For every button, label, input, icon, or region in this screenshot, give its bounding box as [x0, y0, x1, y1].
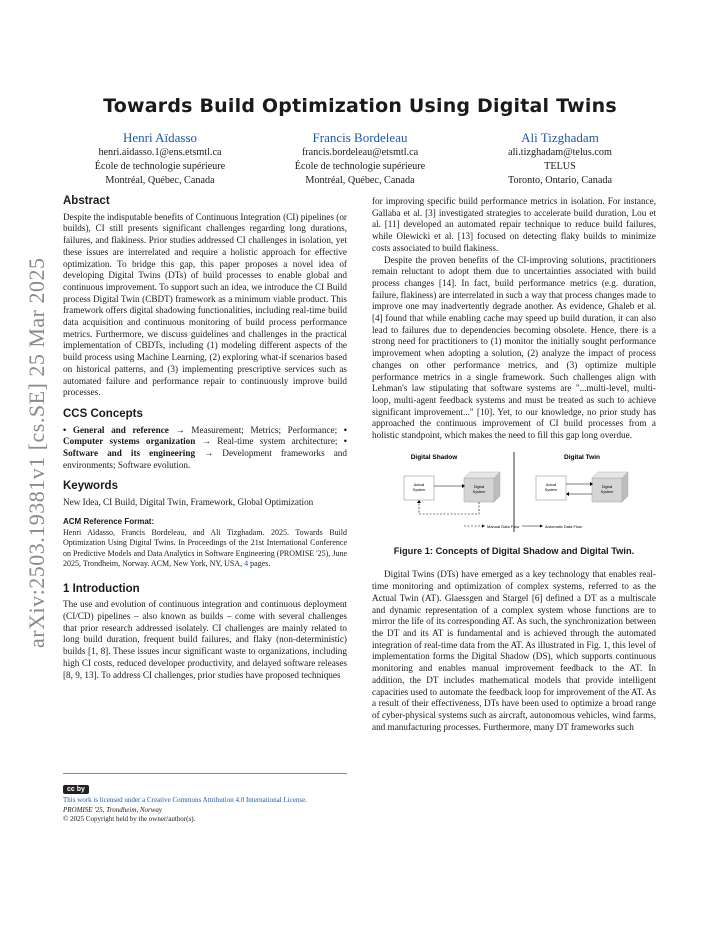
right-paragraph-1: for improving specific build performance metrics in isolation. For instance, Gallaba et al. [3] investigated strategies to accelerate build duration, Lou et al. [11] developed an automated repair technique to reduce build failures, while Olewicki et al. [13] focused on detecting flaky builds to minimize costs associated to build flakiness.	[372, 196, 656, 253]
svg-text:Actual: Actual	[545, 482, 557, 487]
ccs-item-2-rest: → Real-time system architecture;	[195, 436, 338, 447]
ccs-item-3-rest: → Development frameworks and environments; Software evolution.	[63, 448, 347, 470]
keywords-heading: Keywords	[63, 480, 118, 493]
author-name: Francis Bordeleau	[312, 130, 408, 145]
author-email: ali.tizghadam@telus.com	[508, 147, 612, 158]
author-affiliation: École de technologie supérieure	[294, 161, 426, 172]
copyright-line: © 2025 Copyright held by the owner/author(s).	[63, 815, 196, 823]
author-1	[60, 129, 260, 188]
cc-badge[interactable]: cc by	[63, 785, 89, 794]
abstract-heading: Abstract	[63, 195, 110, 207]
svg-text:System: System	[544, 487, 558, 492]
keywords-text: New Idea, CI Build, Digital Twin, Framework, Global Optimization	[63, 497, 314, 508]
author-location: Montréal, Québec, Canada	[105, 175, 215, 186]
license-block	[63, 773, 347, 825]
ccs-heading: CCS Concepts	[63, 407, 143, 420]
author-block	[60, 129, 660, 188]
intro-heading: 1 Introduction	[63, 582, 140, 595]
digital-system-label-left: Digital	[473, 484, 485, 489]
svg-text:System: System	[412, 487, 426, 492]
author-email: francis.bordeleau@etsmtl.ca	[301, 147, 419, 158]
arxiv-id: arXiv:2503.19381v1 [cs.SE] 25 Mar 2025	[24, 257, 49, 648]
author-3	[460, 129, 660, 188]
legend-auto-label: Automatic Data Flow	[545, 523, 582, 529]
acm-ref-heading: ACM Reference Format:	[63, 516, 155, 526]
intro-paragraph: The use and evolution of continuous integration and continuous deployment (CI/CD) pipelines – also known as builds – come with several challenges that prior research addressed isolately. CI challenges are mainly related to long build duration, frequent build failures, and flaky (non-deterministic) builds [1, 8]. These issues incur significant waste to organizations, including high CI costs, reduced developer productivity, and delayed software releases [8, 9, 13]. To address CI challenges, prior studies have proposed techniques	[63, 599, 347, 680]
figure-caption: Figure 1: Concepts of Digital Shadow and Digital Twin.	[393, 545, 635, 556]
acm-ref-pages-link[interactable]: 4	[244, 559, 249, 569]
paper-title: Towards Build Optimization Using Digital Twins	[103, 95, 617, 117]
svg-text:Digital: Digital	[601, 484, 613, 489]
right-paragraph-2: Despite the proven benefits of the CI-improving solutions, practitioners remain reluctant to adopt them due to uncertainties associated with build process changes [14]. In fact, build performance metrics (e.g. duration, failure, flakiness) are interrelated in such a way that process changes made to improve one may inadvertently degrade another. As evidence, Ghaleb et al. [4] found that while enabling cache may speed up build duration, it can also lead to failures due to dependencies becoming obsolete. Hence, there is a strong need for practitioners to (1) monitor the initially sought performance improvement when adopting a solution, (2) analyze the impact of process changes on other performance metrics, and (3) optimize multiple performance metrics in a single framework. Such challenges align with Lehman's law stipulating that software systems are "...multi-level, multi-loop, multi-agent feedback systems and must be treated as such to achieve significant improvement..." [10]. Yet, to our knowledge, no prior study has approached the continuous improvement of CI build processes from a holistic standpoint, which makes the need to fill this gap long overdue.	[372, 254, 656, 441]
author-affiliation: École de technologie supérieure	[94, 161, 226, 172]
figure-right-title: Digital Twin	[564, 453, 600, 461]
abstract-text: Despite the indisputable benefits of Continuous Integration (CI) pipelines (or builds), CI still presents significant challenges regarding long durations, failures, and flakiness. Prior studies addressed CI challenges in isolation, yet these issues are interrelated and require a holistic approach for effective optimization. To bridge this gap, this paper proposes a novel idea of developing Digital Twins (DTs) of build processes to enable global and continuous improvement. To support such an idea, we introduce the CI Build process Digital Twin (CBDT) framework as a minimum viable product. This framework offers digital shadowing functionalities, including real-time build data acquisition and continuous monitoring of build process performance metrics. Furthermore, we discuss guidelines and challenges in the practical implementation of CBDTs, including (1) modeling different aspects of the build process using Machine Learning, (2) exploring what-if scenarios based on historical patterns, and (3) implementing prescriptive services such as automated failure and performance repair to continuously improve build processes.	[63, 211, 347, 398]
acm-ref-text	[63, 528, 347, 570]
ccs-item-2-bold: • Computer systems organization	[63, 424, 347, 447]
author-affiliation: TELUS	[544, 161, 576, 172]
author-location: Toronto, Ontario, Canada	[508, 175, 612, 186]
manual-flow-arrow-left	[419, 502, 479, 514]
author-2	[260, 129, 460, 188]
svg-text:System: System	[600, 489, 614, 494]
left-column	[63, 196, 347, 681]
legend-manual-label: Manual Data Flow	[487, 523, 520, 529]
right-column	[372, 196, 656, 733]
ccs-item-1-rest: → Measurement; Metrics; Performance;	[168, 424, 338, 435]
author-name: Henri Aïdasso	[122, 130, 198, 145]
ccs-item-3-bold: • Software and its engineering	[63, 436, 347, 459]
ccs-text	[63, 425, 347, 472]
acm-ref-body: Henri Aïdasso, Francis Bordeleau, and Ali Tizghadam. 2025. Towards Build Optimization Using Digital Twins. In Proceedings of the 21st International Conference on Predictive Models and Data Analytics in Software Engineering (PROMISE '25), June 2025, Trondheim, Norway. ACM, New York, NY, USA,	[63, 527, 347, 569]
actual-system-label-left: Actual	[413, 482, 425, 487]
ccs-item-1-bold: • General and reference	[63, 424, 169, 435]
acm-ref-pages-word: pages.	[248, 559, 271, 569]
author-location: Montréal, Québec, Canada	[305, 175, 415, 186]
author-name: Ali Tizghadam	[521, 130, 599, 145]
arxiv-watermark	[14, 230, 54, 650]
figure-left-title: Digital Shadow	[410, 453, 458, 461]
author-email: henri.aidasso.1@ens.etsmtl.ca	[98, 147, 222, 158]
venue-line: PROMISE '25, Trondheim, Norway	[63, 805, 163, 814]
figure-1	[372, 450, 656, 540]
right-paragraph-3: Digital Twins (DTs) have emerged as a key technology that enables real-time monitoring and optimization of complex systems, referred to as the Actual Twin (AT). Glaessgen and Stargel [6] defined a DT as a multiscale and dynamic representation of a complex system whose functions are to mirror the life of its corresponding AT. As such, the synchronization between the DT and its AT is fundamental and is achieved through the automated integration of real-time data from the AT. As illustrated in Fig. 1, this level of implementation forms the Digital Shadow (DS), which supports continuous monitoring and enables manual improvement feedback to the AT. In addition, the DT includes mathematical models that provide intelligent capacities used to automate the feedback loop for improvement of the AT. As a result of their effectiveness, DTs have been used to optimize a broad range of cyber-physical systems such as aircraft, autonomous vehicles, wind farms, and manufacturing processes. Furthermore, many DT frameworks such	[372, 569, 656, 732]
svg-text:System: System	[472, 489, 486, 494]
license-link[interactable]: This work is licensed under a Creative Commons Attribution 4.0 International License.	[63, 796, 307, 804]
